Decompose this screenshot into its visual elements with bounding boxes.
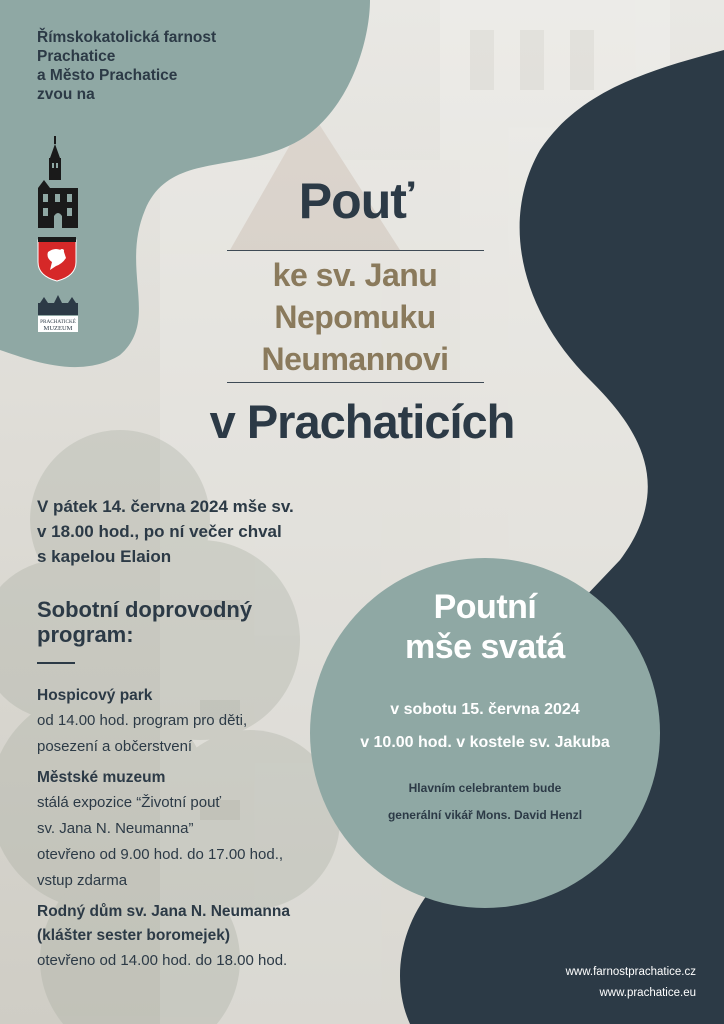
- mass-title-line: mše svatá: [405, 628, 565, 666]
- town-tower-logo: [36, 136, 80, 228]
- program-item-name-sub: (klášter sester boromejek): [37, 927, 230, 944]
- friday-info: [37, 494, 294, 569]
- program-item-line: posezení a občerstvení: [37, 738, 193, 755]
- museum-logo-line-1: PRACHATICKÉ: [40, 319, 76, 325]
- subtitle-line: ke sv. Janu: [272, 257, 438, 293]
- friday-line: s kapelou Elaion: [37, 547, 172, 566]
- mass-celebrant-line-1: Hlavním celebrantem bude: [408, 781, 562, 795]
- program-item-name: Městské muzeum: [37, 769, 166, 786]
- mass-title-line: Poutní: [433, 588, 537, 626]
- website-city-link[interactable]: www.prachatice.eu: [599, 987, 696, 999]
- title-main: Pouť: [298, 173, 414, 229]
- program-item-hospice-park: [37, 684, 357, 760]
- program-item-line: od 14.00 hod. program pro děti,: [37, 712, 248, 729]
- heading-line: program:: [37, 622, 134, 647]
- program-item-birth-house: [37, 900, 357, 974]
- mass-time-place: v 10.00 hod. v kostele sv. Jakuba: [360, 734, 610, 751]
- title-subtitle: [215, 254, 495, 380]
- program-item-line: sv. Jana N. Neumanna”: [37, 820, 194, 837]
- subtitle-line: Nepomuku: [274, 299, 436, 335]
- saturday-program-heading: [37, 597, 252, 647]
- saturday-program-list: [37, 684, 357, 980]
- title-divider-top: [227, 250, 484, 251]
- website-parish-link[interactable]: www.farnostprachatice.cz: [565, 966, 696, 978]
- intro-line: zvou na: [37, 86, 95, 103]
- intro-line: Římskokatolická farnost: [37, 29, 217, 46]
- museum-logo-line-2: MUZEUM: [43, 325, 73, 332]
- mass-title: [330, 587, 640, 667]
- mass-celebrant-line-2: generální vikář Mons. David Henzl: [387, 808, 583, 822]
- heading-line: Sobotní doprovodný: [37, 597, 253, 622]
- subtitle-line: Neumannovi: [261, 341, 449, 377]
- program-item-name: Rodný dům sv. Jana N. Neumanna: [37, 903, 290, 920]
- organizers-intro: [37, 28, 216, 104]
- city-coat-of-arms-icon: [36, 236, 78, 282]
- program-item-line: stálá expozice “Životní pouť: [37, 794, 222, 811]
- saturday-heading-rule: [37, 662, 75, 664]
- friday-line: V pátek 14. června 2024 mše sv.: [37, 497, 294, 516]
- program-item-line: otevřeno od 9.00 hod. do 17.00 hod.,: [37, 846, 284, 863]
- intro-line: Prachatice: [37, 48, 116, 65]
- title-place: v Prachaticích: [209, 395, 515, 448]
- friday-line: v 18.00 hod., po ní večer chval: [37, 522, 282, 541]
- title-divider-bottom: [227, 382, 484, 383]
- program-item-line: vstup zdarma: [37, 872, 128, 889]
- mass-date: v sobotu 15. června 2024: [390, 701, 580, 718]
- program-item-city-museum: [37, 766, 357, 894]
- program-item-name: Hospicový park: [37, 687, 153, 704]
- program-item-line: otevřeno od 14.00 hod. do 18.00 hod.: [37, 952, 288, 969]
- museum-logo: [36, 295, 80, 333]
- intro-line: a Město Prachatice: [37, 67, 178, 84]
